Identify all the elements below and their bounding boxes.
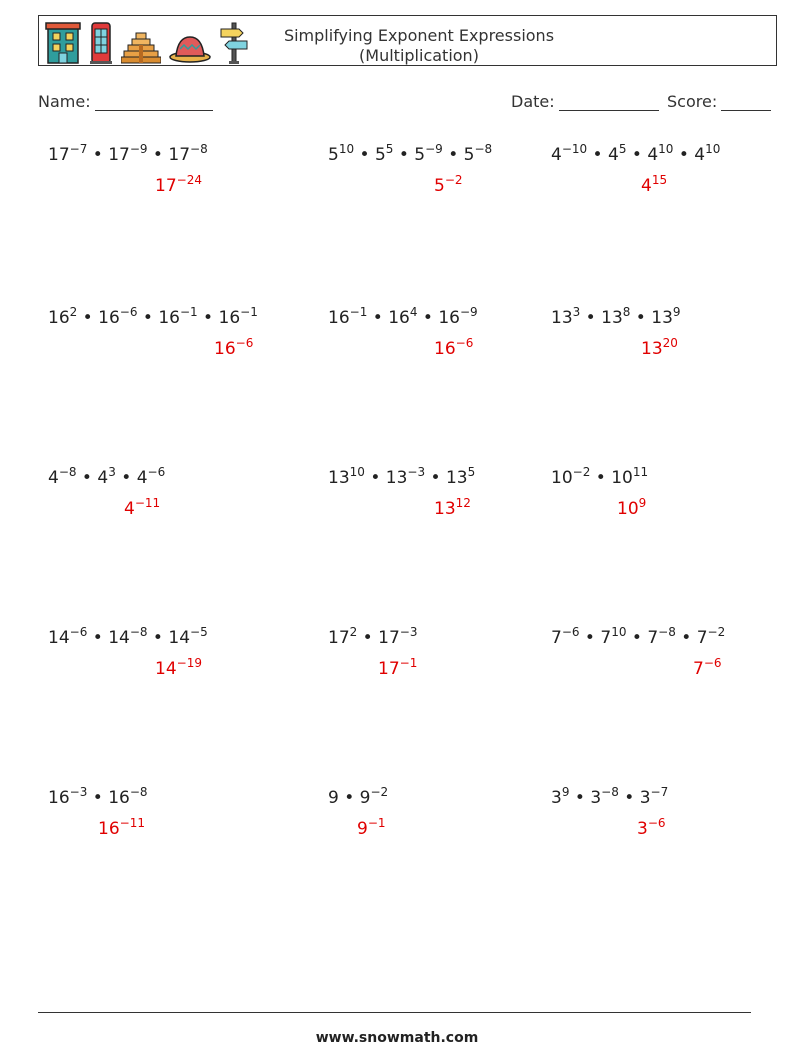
power-exponent: 3 [108, 465, 116, 479]
power-exponent: −6 [647, 816, 666, 830]
power-base: 7 [551, 628, 562, 648]
power-exponent: 8 [622, 305, 631, 319]
problem-term [168, 142, 208, 165]
power-base: 16 [218, 308, 241, 328]
answer [155, 173, 202, 196]
power-base: 5 [434, 176, 445, 196]
power-base: 5 [463, 145, 475, 165]
problem-term [108, 625, 148, 648]
power-exponent: 10 [705, 142, 721, 156]
power-exponent: −7 [650, 785, 669, 799]
answer [434, 496, 471, 519]
power-base: 9 [328, 788, 339, 808]
problem-expression [48, 465, 166, 488]
score-field[interactable] [667, 92, 771, 111]
power-exponent: 3 [572, 305, 581, 319]
power-base: 17 [155, 176, 177, 196]
multiply-dot: • [77, 308, 99, 328]
power-base: 4 [136, 468, 148, 488]
answer-term [214, 336, 254, 359]
power-base: 3 [590, 788, 602, 808]
power-base: 4 [551, 145, 562, 165]
power-exponent: 10 [349, 465, 365, 479]
answer [357, 816, 386, 839]
power-base: 13 [434, 499, 456, 519]
power-base: 14 [155, 659, 177, 679]
problem-expression [328, 305, 478, 328]
power-base: 7 [696, 628, 708, 648]
power-base: 16 [438, 308, 460, 328]
power-exponent: 10 [658, 142, 674, 156]
problem-term [328, 305, 368, 328]
problem-expression [48, 305, 258, 328]
problem-term [108, 785, 148, 808]
problem-expression [328, 625, 418, 648]
power-exponent: −9 [459, 305, 478, 319]
problem-term [48, 465, 77, 488]
problem-term [608, 142, 627, 165]
problem-expression [551, 305, 681, 328]
answer-term [641, 173, 668, 196]
problem-term [551, 142, 588, 165]
power-base: 17 [328, 628, 350, 648]
problem-term [218, 305, 258, 328]
power-exponent: −6 [561, 625, 580, 639]
power-base: 3 [639, 788, 651, 808]
power-base: 13 [641, 339, 663, 359]
problem-term [48, 785, 88, 808]
multiply-dot: • [137, 308, 159, 328]
multiply-dot: • [673, 145, 695, 165]
power-exponent: −8 [474, 142, 493, 156]
answer-term [641, 336, 678, 359]
power-base: 17 [378, 628, 400, 648]
problem-term [601, 305, 631, 328]
multiply-dot: • [675, 628, 697, 648]
multiply-dot: • [569, 788, 591, 808]
power-exponent: 20 [662, 336, 678, 350]
worksheet-title [195, 26, 643, 66]
problem-term [136, 465, 166, 488]
power-base: 16 [328, 308, 350, 328]
power-exponent: 12 [455, 496, 471, 510]
problem-expression [551, 785, 669, 808]
problem-term [639, 785, 669, 808]
problem-term [158, 305, 198, 328]
problem-expression [551, 625, 726, 648]
multiply-dot: • [87, 788, 109, 808]
problem-term [651, 305, 681, 328]
date-label: Date: [511, 92, 555, 111]
power-base: 16 [48, 308, 70, 328]
power-base: 13 [385, 468, 408, 488]
problem-term [647, 142, 674, 165]
answer [98, 816, 145, 839]
problem-term [647, 625, 676, 648]
power-exponent: 11 [632, 465, 649, 479]
problem-term [388, 305, 418, 328]
power-base: 17 [108, 145, 130, 165]
power-exponent: 15 [651, 173, 668, 187]
power-exponent: 5 [467, 465, 476, 479]
answer [378, 656, 418, 679]
power-base: 10 [611, 468, 633, 488]
name-field[interactable] [38, 92, 213, 111]
power-base: 14 [48, 628, 70, 648]
multiply-dot: • [87, 628, 109, 648]
answer-term [98, 816, 145, 839]
answer-term [357, 816, 386, 839]
power-base: 10 [617, 499, 639, 519]
power-base: 13 [445, 468, 468, 488]
power-exponent: −6 [147, 465, 166, 479]
power-exponent: 4 [409, 305, 418, 319]
answer [637, 816, 666, 839]
power-base: 17 [48, 145, 70, 165]
power-base: 5 [414, 145, 426, 165]
problem-term [328, 625, 358, 648]
problem-term [551, 625, 580, 648]
title-line-2: (Multiplication) [359, 46, 479, 65]
multiply-dot: • [579, 628, 601, 648]
multiply-dot: • [87, 145, 109, 165]
power-base: 4 [647, 145, 659, 165]
problem-term [445, 465, 476, 488]
problem-term [98, 305, 138, 328]
problem-term [359, 785, 389, 808]
answer [434, 336, 474, 359]
score-label: Score: [667, 92, 718, 111]
problem-term [600, 625, 627, 648]
power-base: 16 [388, 308, 410, 328]
power-exponent: −3 [407, 465, 426, 479]
power-exponent: −3 [69, 785, 88, 799]
power-exponent: −11 [119, 816, 145, 830]
answer-term [434, 336, 474, 359]
multiply-dot: • [357, 628, 379, 648]
power-exponent: −3 [399, 625, 418, 639]
problem-expression [551, 465, 649, 488]
power-exponent: 2 [69, 305, 78, 319]
power-base: 17 [168, 145, 191, 165]
power-exponent: −1 [399, 656, 418, 670]
power-exponent: −11 [134, 496, 161, 510]
power-exponent: 9 [561, 785, 570, 799]
power-base: 4 [641, 176, 652, 196]
footer-url: www.snowmath.com [315, 1030, 479, 1046]
problem-term [438, 305, 478, 328]
multiply-dot: • [197, 308, 219, 328]
multiply-dot: • [630, 308, 652, 328]
power-exponent: −6 [119, 305, 138, 319]
problem-term [611, 465, 649, 488]
answer-term [637, 816, 666, 839]
power-exponent: −9 [129, 142, 148, 156]
problem-term [328, 142, 355, 165]
problem-term [48, 142, 88, 165]
multiply-dot: • [354, 145, 375, 165]
power-exponent: 5 [618, 142, 627, 156]
power-exponent: −1 [367, 816, 386, 830]
multiply-dot: • [364, 468, 386, 488]
power-base: 4 [608, 145, 619, 165]
problem-expression [48, 625, 208, 648]
problem-term [378, 625, 418, 648]
problem-term [108, 142, 148, 165]
power-base: 13 [328, 468, 350, 488]
score-blank[interactable] [721, 93, 771, 111]
problem-term [374, 142, 394, 165]
power-base: 16 [158, 308, 180, 328]
power-exponent: 9 [638, 496, 647, 510]
problem-term [463, 142, 493, 165]
problem-expression [328, 785, 389, 808]
multiply-dot: • [590, 468, 612, 488]
name-label: Name: [38, 92, 91, 111]
problem-expression [328, 142, 493, 165]
power-exponent: −8 [601, 785, 619, 799]
problem-term [551, 305, 581, 328]
power-base: 3 [637, 819, 648, 839]
power-base: 14 [168, 628, 191, 648]
multiply-dot: • [147, 628, 169, 648]
answer [124, 496, 161, 519]
pyramid-icon [121, 19, 161, 65]
power-base: 16 [214, 339, 236, 359]
power-exponent: −6 [703, 656, 722, 670]
date-blank[interactable] [559, 93, 659, 111]
multiply-dot: • [626, 145, 648, 165]
power-base: 16 [98, 819, 120, 839]
power-exponent: −8 [190, 142, 208, 156]
problem-term [328, 788, 339, 808]
power-base: 4 [124, 499, 135, 519]
power-exponent: −19 [176, 656, 202, 670]
power-base: 16 [48, 788, 70, 808]
multiply-dot: • [367, 308, 389, 328]
power-base: 7 [693, 659, 704, 679]
power-exponent: −5 [190, 625, 208, 639]
problem-term [48, 305, 78, 328]
power-exponent: −6 [235, 336, 254, 350]
building-icon [45, 19, 81, 65]
answer-term [434, 173, 463, 196]
footer-divider [38, 1012, 751, 1013]
power-exponent: −8 [658, 625, 676, 639]
problem-term [168, 625, 208, 648]
problem-term [551, 785, 570, 808]
multiply-dot: • [338, 788, 360, 808]
answer [214, 336, 254, 359]
multiply-dot: • [442, 145, 464, 165]
multiply-dot: • [425, 468, 446, 488]
power-base: 13 [551, 308, 573, 328]
power-exponent: −1 [349, 305, 368, 319]
answer-term [617, 496, 647, 519]
power-base: 9 [357, 819, 368, 839]
answer-term [378, 656, 418, 679]
power-base: 4 [694, 145, 706, 165]
power-base: 4 [97, 468, 109, 488]
power-exponent: −2 [370, 785, 389, 799]
power-base: 16 [434, 339, 456, 359]
date-field[interactable] [511, 92, 659, 111]
power-exponent: 10 [611, 625, 627, 639]
power-base: 16 [108, 788, 130, 808]
power-exponent: −2 [444, 173, 463, 187]
multiply-dot: • [115, 468, 137, 488]
power-exponent: 2 [349, 625, 358, 639]
power-exponent: −2 [572, 465, 591, 479]
problem-term [328, 465, 365, 488]
problem-expression [328, 465, 476, 488]
power-exponent: −9 [425, 142, 443, 156]
problem-term [414, 142, 443, 165]
answer [693, 656, 722, 679]
power-base: 10 [551, 468, 573, 488]
power-exponent: −8 [129, 785, 148, 799]
power-base: 13 [651, 308, 673, 328]
power-base: 4 [48, 468, 59, 488]
power-exponent: 5 [385, 142, 394, 156]
answer [641, 336, 678, 359]
power-base: 7 [600, 628, 612, 648]
power-base: 5 [328, 145, 339, 165]
power-exponent: −7 [69, 142, 88, 156]
power-exponent: −10 [561, 142, 588, 156]
answer [155, 656, 202, 679]
answer-term [155, 656, 202, 679]
power-exponent: −24 [176, 173, 202, 187]
multiply-dot: • [618, 788, 640, 808]
problem-expression [48, 142, 208, 165]
answer-term [693, 656, 722, 679]
power-base: 13 [601, 308, 623, 328]
problem-term [385, 465, 426, 488]
power-exponent: −6 [455, 336, 474, 350]
multiply-dot: • [587, 145, 608, 165]
problem-expression [48, 785, 148, 808]
problem-term [696, 625, 726, 648]
multiply-dot: • [147, 145, 169, 165]
title-line-1: Simplifying Exponent Expressions [283, 26, 555, 45]
power-base: 16 [98, 308, 120, 328]
phone-booth-icon [89, 19, 113, 65]
power-exponent: 10 [338, 142, 355, 156]
power-exponent: −2 [707, 625, 726, 639]
power-exponent: −8 [58, 465, 77, 479]
power-exponent: −6 [69, 625, 88, 639]
power-base: 17 [378, 659, 400, 679]
power-exponent: −1 [179, 305, 198, 319]
worksheet-header [38, 15, 777, 66]
name-blank[interactable] [95, 93, 213, 111]
problem-term [551, 465, 591, 488]
power-exponent: −8 [129, 625, 148, 639]
answer-term [434, 496, 471, 519]
multiply-dot: • [626, 628, 648, 648]
multiply-dot: • [580, 308, 602, 328]
multiply-dot: • [417, 308, 439, 328]
problem-term [694, 142, 721, 165]
problem-term [48, 625, 88, 648]
answer [641, 173, 668, 196]
answer-term [155, 173, 202, 196]
problem-expression [551, 142, 721, 165]
answer [434, 173, 463, 196]
power-exponent: 9 [672, 305, 681, 319]
power-base: 9 [359, 788, 371, 808]
power-base: 5 [374, 145, 386, 165]
answer [617, 496, 647, 519]
multiply-dot: • [393, 145, 415, 165]
problem-term [97, 465, 116, 488]
power-exponent: −1 [240, 305, 258, 319]
power-base: 3 [551, 788, 562, 808]
power-base: 14 [108, 628, 130, 648]
answer-term [124, 496, 161, 519]
multiply-dot: • [76, 468, 98, 488]
power-base: 7 [647, 628, 659, 648]
problem-term [590, 785, 619, 808]
